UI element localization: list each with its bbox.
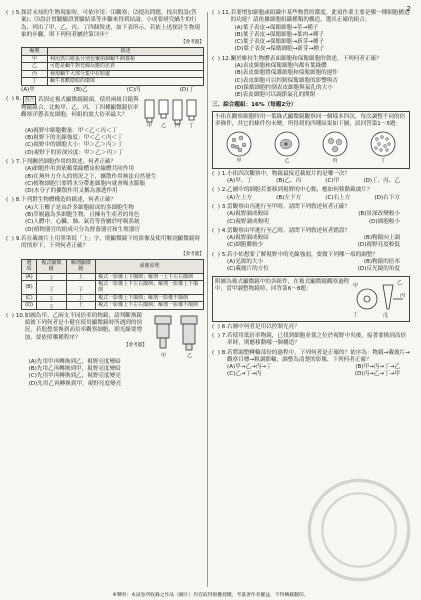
option-c[interactable]: (C)視野調成較明: [227, 218, 269, 225]
option-b[interactable]: (B)景深改變較小: [358, 211, 400, 218]
option-a[interactable]: (A)葉子表皮→保衛細胞→莖→種子: [234, 24, 319, 31]
question-stem: 探討未知的生物現象時，可依序用：⑴觀察；⑵提出問題、找出假設(答案)；⑶設計實驗驗證實驗結果等步驟來得到結論。小成要研究蝸牛的行為，列出了甲、乙、丙、丁四個敘述，如下表所示，若依上述探討生物現象的步驟，則下列何者屬於第⑶步？: [21, 10, 201, 38]
question-stem: 如圖為甲、乙兩支不同倍率的物鏡，請判斷換鏡頭後下列何者是小健在使用顯微鏡時所遇到的情況，若他想要換到高倍率觀察細胞，則光線要增加，要依照哪種程序？: [24, 312, 143, 341]
answer-blank[interactable]: ( ) 1.: [212, 170, 228, 177]
option-a[interactable]: (A)視野中細胞數量：甲＜乙＜丙＜丁: [25, 127, 118, 134]
option-row: [227, 219, 410, 226]
answer-blank[interactable]: ( ) 4.: [212, 227, 228, 234]
field-of-view-icon: [225, 130, 253, 158]
source-tag: 【會考題】: [181, 40, 204, 46]
table-row[interactable]: (C) 上 上 複式一影像上下顛倒；解剖一影像不顛倒: [22, 294, 204, 301]
source-tag: 【會考題】: [181, 251, 204, 257]
option-row: [227, 371, 410, 378]
option-c[interactable]: (C)甲: [325, 178, 340, 185]
table-row: 乙 可能是蝸牛對光線反應的差異: [22, 63, 204, 70]
figure-label: 甲: [236, 158, 242, 165]
answer-blank[interactable]: ( ) 6.: [6, 95, 22, 102]
category-tag: 混合: [23, 96, 36, 105]
question-stem: 右圖中何者是用以控制光亮？: [227, 323, 300, 330]
answer-blank[interactable]: ( ) 7.: [6, 159, 22, 165]
option-d[interactable]: (D)視野亮度較低: [357, 242, 400, 249]
option-b[interactable]: (B)物鏡向上調: [363, 235, 400, 242]
table-header: 編號: [22, 48, 48, 55]
lens-label: 乙: [187, 352, 193, 359]
option-d[interactable]: (D)保衛細胞控制表皮細胞與氣孔的大小: [234, 84, 333, 91]
option-e[interactable]: (E)表皮細胞可以調節氣孔的開閉: [234, 92, 316, 99]
option-c[interactable]: (C)表皮細胞可以控制保衛細胞的影響與否: [234, 77, 338, 84]
figure-label: 丙: [332, 158, 338, 165]
lens-label: 丁: [189, 122, 195, 128]
table-header: 敘述: [48, 48, 204, 55]
group-intro: 附圖為複式顯微鏡中的各組件，在複式顯微鏡觀察過程中，當甲調整物鏡時，回答第6～8題：: [215, 278, 350, 292]
answer-blank[interactable]: ( ) 12.: [212, 55, 231, 62]
answer-blank[interactable]: ( ) 8.: [212, 349, 228, 356]
option-a[interactable]: (A)左上方: [227, 194, 253, 201]
group-question-3: [212, 204, 410, 226]
question-stem: 關於維持生物體表面細胞和保衛細胞的敘述，下列何者正確？: [230, 55, 382, 62]
question-stem: 若小佑想要了解視野中的光線強弱，要做下列哪一項的調整？: [227, 251, 379, 258]
objective-lens-pair-illustration: [150, 313, 204, 359]
question-stem: 下列關於細胞作用的敘述，何者正確？: [21, 159, 117, 165]
figure-label: 乙: [284, 158, 290, 165]
option-d[interactable]: (D)植物器官的組成可分為營養器官和生殖器官: [25, 226, 141, 233]
field-of-view-icon: [369, 130, 397, 158]
question-6: [6, 96, 204, 157]
observation-figure: [369, 130, 397, 165]
table-header: 成像原理: [96, 259, 204, 273]
option-a[interactable]: (A)大王椰子是由許多細胞組成的多細胞生物: [25, 204, 134, 211]
option-c[interactable]: (C)細胞數較少: [227, 242, 264, 249]
answer-blank[interactable]: ( ) 8.: [6, 197, 22, 204]
answer-blank[interactable]: ( ) 5.: [6, 10, 22, 16]
table-header: 複式顯微鏡: [37, 259, 67, 273]
option-c[interactable]: (C)葉子表皮→保衛細胞→新芽→種子: [234, 39, 325, 46]
lens-label: 甲: [147, 122, 153, 128]
part-label: 戊: [383, 312, 389, 319]
answer-blank[interactable]: ( ) 2.: [212, 187, 228, 194]
question-stem: 小佑四次觀察中，物鏡最接近載玻片的是哪一次？: [227, 170, 351, 177]
question-stem: 乙圖中的細胞若要移到視野的中心點，應如何移動載玻片？: [227, 187, 373, 194]
option-b[interactable]: (B)乙: [73, 86, 88, 93]
group-intro: 小佑在觀察細胞時用一葉綠式顯微鏡觀察同一個樣本四次，每次調整不同的倍率條件，其它的條件均未變，所得到的四種結果如下圖，試回答第1～5題：: [215, 113, 406, 128]
option-a[interactable]: (A)細胞作用需依賴葉綠體及粒線體共同作用: [25, 166, 134, 173]
group-question-7: [212, 333, 410, 348]
part-label: 丙: [400, 292, 406, 299]
lens-label: 甲: [161, 352, 167, 359]
answer-blank[interactable]: ( ) 3.: [212, 203, 228, 210]
option-row: [227, 266, 410, 273]
question-stem: 當觀察由丙進行至甲時，請問下列敘述何者正確？: [227, 203, 351, 210]
right-column: [212, 10, 410, 381]
option-b[interactable]: (B)甲→丙→丁→乙: [355, 364, 400, 371]
option-b[interactable]: (B)左下方: [276, 194, 302, 201]
option-c[interactable]: (C)植物細胞只要將水分帶進細胞內就會吸水膨脹: [25, 180, 146, 187]
page-number: 2: [406, 5, 411, 13]
option-c[interactable]: (C)視野中的細胞大小：甲＞乙＞丙＞丁: [25, 142, 123, 149]
option-d[interactable]: (D)葉子表皮→保衛細胞→新芽→種子: [234, 46, 325, 53]
question-group-1-box: [212, 111, 410, 169]
answer-blank[interactable]: ( ) 9.: [6, 235, 22, 242]
option-b[interactable]: (B)乙、丙: [276, 178, 302, 185]
observation-figure: [273, 130, 301, 165]
option-row: [227, 178, 410, 185]
option-d[interactable]: (D)水分子的擴散作用又稱為滲透作用: [25, 188, 118, 195]
option-a[interactable]: (A)表皮細胞和保衛細胞內都有葉綠體: [234, 63, 327, 70]
option-d[interactable]: (D)丙→乙→丁→甲: [354, 371, 400, 378]
field-of-view-icon: [321, 130, 349, 158]
question-stem: 若在載玻片上用墨筆寫「上」字，則顯微鏡下的影像及使用解剖顯微鏡時的情形下，下列何者正確？: [21, 235, 201, 250]
option-row: [227, 242, 410, 249]
option-a[interactable]: (A)甲→乙→丙→丁: [227, 364, 272, 371]
question-stem: 若將調整轉輪部份的過程中，下列何者是正確的？依序為：物鏡→載玻片→觀察目標→粗調節輪，調整為清楚的影像，下列何者正確？: [227, 349, 410, 363]
lens-label: 乙: [161, 122, 167, 128]
source-tag: 【會考題】: [124, 342, 147, 348]
option-a[interactable]: (A)先用甲再轉換到乙，視野亮度變暗: [28, 358, 121, 365]
group-question-6: [212, 324, 410, 331]
option-a[interactable]: (A)甲: [21, 86, 35, 93]
option-b[interactable]: (B)物鏡的倍率: [363, 259, 400, 266]
option-a[interactable]: (A)視野調成較暗: [227, 211, 269, 218]
question-9: [6, 236, 204, 311]
option-b[interactable]: (B)葉子表皮→保衛細胞→葉肉→種子: [234, 31, 324, 38]
table-row[interactable]: (D) 上 上 複式一影像上下左右顛倒；解剖一影像不顛倒: [22, 302, 204, 309]
group-question-5: [212, 252, 410, 274]
figure-label: 丁: [380, 158, 386, 165]
part-label: 乙: [397, 279, 403, 286]
table-row: 甲 利用黑白紙張分別包覆兩個蝸牛飼養箱: [22, 55, 204, 62]
option-a[interactable]: (A)視野調成較暗: [227, 235, 269, 242]
option-c[interactable]: (C)右上方: [325, 194, 351, 201]
question-stem: 若使用低倍率物鏡，已找到細胞並使之位於視野中央後，接著要換到高倍率時，則應移動哪一個構造？: [227, 332, 407, 347]
option-d[interactable]: (D)視野下的景深長度：甲＞乙＞丙＞丁: [25, 149, 124, 156]
table-header: 選項: [22, 259, 37, 273]
question-group-2-box: [212, 276, 410, 322]
option-row: [21, 87, 204, 94]
option-row: [227, 195, 410, 202]
option-c[interactable]: (C)乙→丁→丙: [227, 371, 262, 378]
column-divider: [207, 12, 208, 587]
answer-blank[interactable]: ( ) 10.: [6, 312, 25, 319]
question-stem: 若要增加細胞或組織中某些物質的濃度，此項作業主要是哪一種細胞構造的功能？請依據細胞組織種類的構造，選出正確的組合。: [230, 10, 410, 24]
option-a[interactable]: (A)光源的大小: [227, 259, 264, 266]
option-c[interactable]: (C)丙: [126, 86, 141, 93]
option-c[interactable]: (C)先用甲再轉換到乙，視野亮度變亮: [28, 373, 121, 380]
question-12: [212, 56, 410, 100]
option-d[interactable]: (D)丁、丙、乙: [363, 178, 400, 185]
question-stem: 下列對生物體構造的描述，何者正確？: [21, 197, 117, 204]
question-7: [6, 159, 204, 195]
answer-blank[interactable]: ( ) 7.: [212, 332, 228, 339]
option-a[interactable]: (A)甲、丁: [227, 178, 253, 185]
option-c[interactable]: (C)載玻片的方位: [227, 266, 269, 273]
option-d[interactable]: (D)細胞較小: [368, 218, 400, 225]
option-b[interactable]: (B)視野下的光線強度：甲＜乙＜丙＜丁: [25, 135, 123, 142]
question-8: [6, 197, 204, 233]
question-stem: 若固定複式顯微鏡鏡頭，使用兩組目鏡與物鏡組合，比較甲、乙、丙、丁四種顯微鏡倍率觀察洋蔥表皮細胞，何組的放大倍率最大？: [21, 96, 139, 119]
option-c[interactable]: (C)人體中，心臟、肺、氣管等皆屬於呼吸系統: [25, 219, 140, 226]
statement-table: [21, 47, 204, 85]
microscope-table: [21, 259, 204, 310]
option-b[interactable]: (B)在無外力介入的情況之下，擴散作用無法自然發生: [25, 173, 157, 180]
part-label: 甲: [353, 282, 359, 289]
table-row[interactable]: (A) 上 上 複式一影像上下顛倒；解剖一上下左右顛倒: [22, 273, 204, 280]
question-stem: 當觀察由甲進行至乙時，請問下列敘述何者錯誤？: [227, 227, 351, 234]
lens-label: 丙: [175, 122, 181, 128]
part-label: 丁: [353, 311, 359, 318]
observation-figures: [215, 130, 407, 165]
answer-blank[interactable]: ( ) 11.: [212, 10, 231, 16]
table-row[interactable]: (B) 上 上 複式一影像上下左右顛倒；解剖一影像上下顛倒: [22, 281, 204, 295]
option-row: [227, 211, 410, 218]
copyright-footer: ※聲明：本試卷所收錄之作品（圖片）均有取得版權授權，考量著作者權益，不得轉載翻印。: [112, 593, 309, 598]
group-question-8: [212, 350, 410, 379]
answer-blank[interactable]: ( ) 6.: [212, 323, 228, 330]
objective-lens-illustration: [142, 96, 204, 128]
option-d[interactable]: (D)先用乙再轉換到甲，視野亮度變亮: [28, 380, 122, 387]
table-row: 丙 發現蝸牛大部分集中在暗處: [22, 70, 204, 77]
section-heading: 三、綜合題組：16%（每題2分）: [212, 101, 297, 108]
question-5: [6, 10, 204, 94]
option-d[interactable]: (D)丁: [179, 86, 194, 93]
microscope-parts-illustration: [353, 279, 407, 319]
question-11: [212, 10, 410, 54]
observation-figure: [225, 130, 253, 165]
left-column: [6, 10, 204, 390]
field-of-view-icon: [273, 130, 301, 158]
group-question-1: [212, 171, 410, 186]
option-b[interactable]: (B)先用乙再轉換到甲，視野亮度變暗: [28, 366, 121, 372]
group-question-2: [212, 187, 410, 202]
observation-figure: [321, 130, 349, 165]
option-d[interactable]: (D)右下方: [374, 194, 400, 201]
publisher-watermark: [305, 476, 413, 584]
option-b[interactable]: (B)表皮細胞將保護細胞和保衛細胞的運作: [234, 70, 338, 77]
table-row: 丁 蝸牛喜歡陰暗的環境: [22, 78, 204, 85]
option-d[interactable]: (D)反光鏡的角度: [357, 266, 400, 273]
table-header: 解剖顯微鏡: [66, 259, 96, 273]
option-b[interactable]: (B)草履蟲為多細胞生物，且擁有生產者的角色: [25, 212, 140, 219]
answer-blank[interactable]: ( ) 5.: [212, 251, 228, 258]
question-10: [6, 313, 204, 388]
group-question-4: [212, 228, 410, 250]
